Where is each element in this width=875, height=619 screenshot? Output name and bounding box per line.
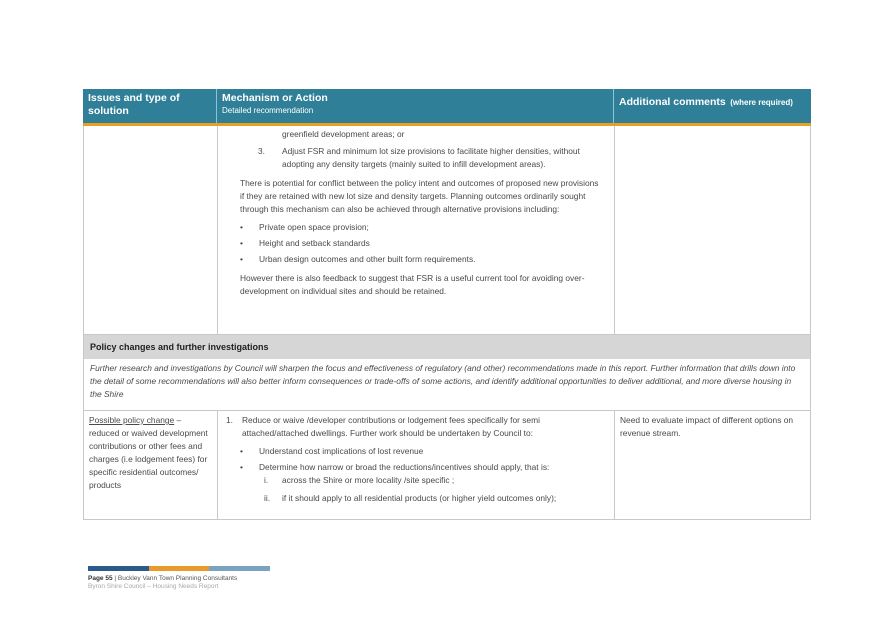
list-item: • Determine how narrow or broad the reductions/incentives should apply, that is: (240, 462, 550, 472)
mechanism-cell (217, 126, 614, 334)
list-item: • Understand cost implications of lost revenue (240, 446, 424, 456)
page-footer (88, 566, 270, 590)
list-item: • Urban design outcomes and other built form requirements. (240, 254, 476, 264)
paragraph: There is potential for conflict between the policy intent and outcomes of proposed new provisions if they are retained with new lot size and density targets. Planning outcomes ordinarily sought through this mechanism can also be achieved through alternative provisions including: (240, 178, 599, 214)
section-intro: Further research and investigations by Council will sharpen the focus and effectiveness of regulatory (and other) recommendations made in this report. Further information that drills down into the detail of some recommendations will also better inform consequences or trade-offs of some actions, and identify additional opportunities to deliver additional, and more diverse housing in the Shire (83, 359, 811, 411)
table-row (83, 411, 811, 520)
list-item: 3. Adjust FSR and minimum lot size provisions to facilitate higher densities, without adopting any density targets (mainly suited to infill development areas). (258, 146, 580, 169)
table-header (83, 89, 811, 126)
footer-page-line: Page 55 | Buckley Vann Town Planning Consultants (88, 575, 238, 582)
footer-bar-segment (88, 566, 149, 571)
issue-cell: Possible policy change – reduced or waived development contributions or other fees and charges (i.e lodgement fees) for specific residential outcomes/ products (83, 411, 217, 519)
list-item: • Height and setback standards (240, 238, 370, 248)
recommendations-table (83, 89, 811, 520)
list-item: ii. if it should apply to all residential products (or higher yield outcomes only); (264, 493, 557, 503)
issue-link[interactable]: Possible policy change (89, 415, 175, 425)
mechanism-cell (217, 411, 614, 519)
header-mechanism: Mechanism or Action Detailed recommendation (217, 89, 614, 123)
section-title: Policy changes and further investigations (83, 335, 811, 359)
table-row (83, 126, 811, 335)
list-item: greenfield development areas; or (282, 129, 405, 139)
footer-bar-segment (209, 566, 270, 571)
issue-cell (83, 126, 217, 334)
comment-cell (614, 126, 811, 334)
paragraph: However there is also feedback to suggest that FSR is a useful current tool for avoiding over-development on individual sites and should be retained. (240, 273, 585, 296)
list-item: 1. Reduce or waive /developer contributions or lodgement fees specifically for semi attached/attached dwellings. Further work should be undertaken by Council to: (226, 415, 540, 438)
footer-doc-title: Byron Shire Council – Housing Needs Report (88, 583, 219, 590)
list-item: i. across the Shire or more locality /site specific ; (264, 475, 455, 485)
list-item: • Private open space provision; (240, 222, 369, 232)
header-issues: Issues and type of solution (83, 89, 217, 123)
header-comments: Additional comments (where required) (619, 96, 793, 108)
footer-color-bar (88, 566, 270, 571)
comment-cell: Need to evaluate impact of different options on revenue stream. (614, 411, 811, 519)
footer-bar-segment (149, 566, 210, 571)
